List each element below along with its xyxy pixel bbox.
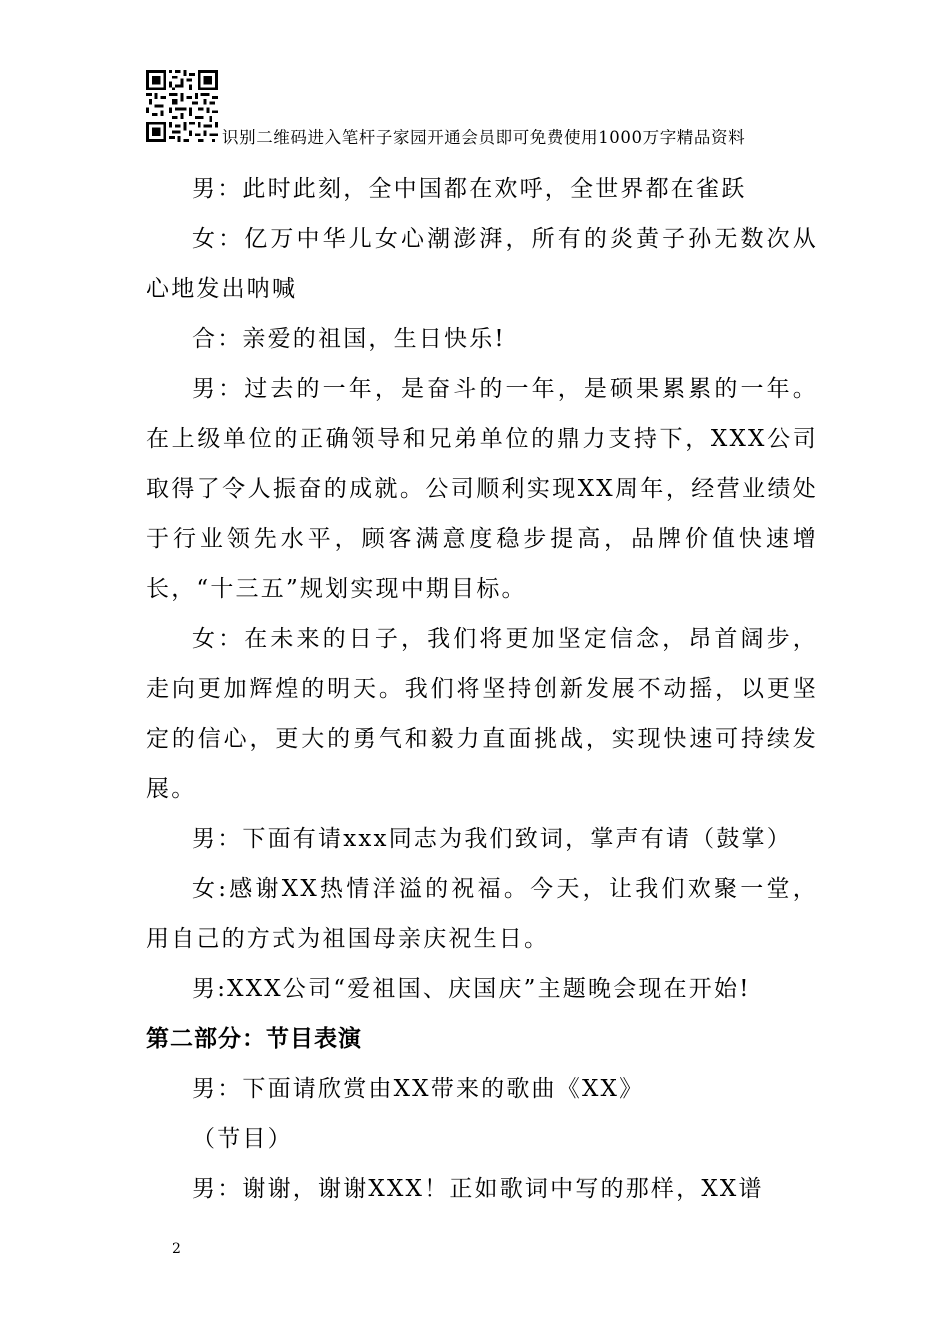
dialogue-paragraph: 男：此时此刻，全中国都在欢呼，全世界都在雀跃 — [192, 176, 747, 202]
qr-code-icon — [146, 70, 218, 142]
header-banner-text: 识别二维码进入笔杆子家园开通会员即可免费使用1000万字精品资料 — [222, 128, 746, 147]
dialogue-paragraph: 合：亲爱的祖国，生日快乐! — [192, 326, 506, 352]
stage-direction: （节目） — [192, 1126, 293, 1152]
page-number: 2 — [172, 1241, 181, 1257]
dialogue-paragraph: 男：下面请欣赏由XX带来的歌曲《XX》 — [192, 1076, 645, 1102]
dialogue-paragraph: 女:感谢XX热情洋溢的祝福。今天，让我们欢聚一堂，用自己的方式为祖国母亲庆祝生日。 — [146, 876, 818, 952]
dialogue-paragraph: 男：谢谢，谢谢XXX！正如歌词中写的那样，XX谱 — [192, 1176, 764, 1202]
dialogue-paragraph: 女：在未来的日子，我们将更加坚定信念，昂首阔步，走向更加辉煌的明天。我们将坚持创新发展不动摇，以更坚定的信心，更大的勇气和毅力直面挑战，实现快速可持续发展。 — [146, 626, 818, 802]
dialogue-paragraph: 男：下面有请xxx同志为我们致词，掌声有请（鼓掌） — [192, 826, 792, 852]
dialogue-paragraph: 女：亿万中华儿女心潮澎湃，所有的炎黄子孙无数次从心地发出呐喊 — [146, 226, 818, 302]
dialogue-paragraph: 男：过去的一年，是奋斗的一年，是硕果累累的一年。在上级单位的正确领导和兄弟单位的鼎力支持下，XXX公司取得了令人振奋的成就。公司顺利实现XX周年，经营业绩处于行业领先水平，顾客满意度稳步提高，品牌价值快速增长，“十三五”规划实现中期目标。 — [146, 376, 818, 602]
page-header — [146, 70, 826, 150]
document-body — [146, 164, 818, 1214]
dialogue-paragraph: 男:XXX公司“爱祖国、庆国庆”主题晚会现在开始! — [192, 976, 751, 1002]
section-heading: 第二部分：节目表演 — [146, 1026, 362, 1052]
